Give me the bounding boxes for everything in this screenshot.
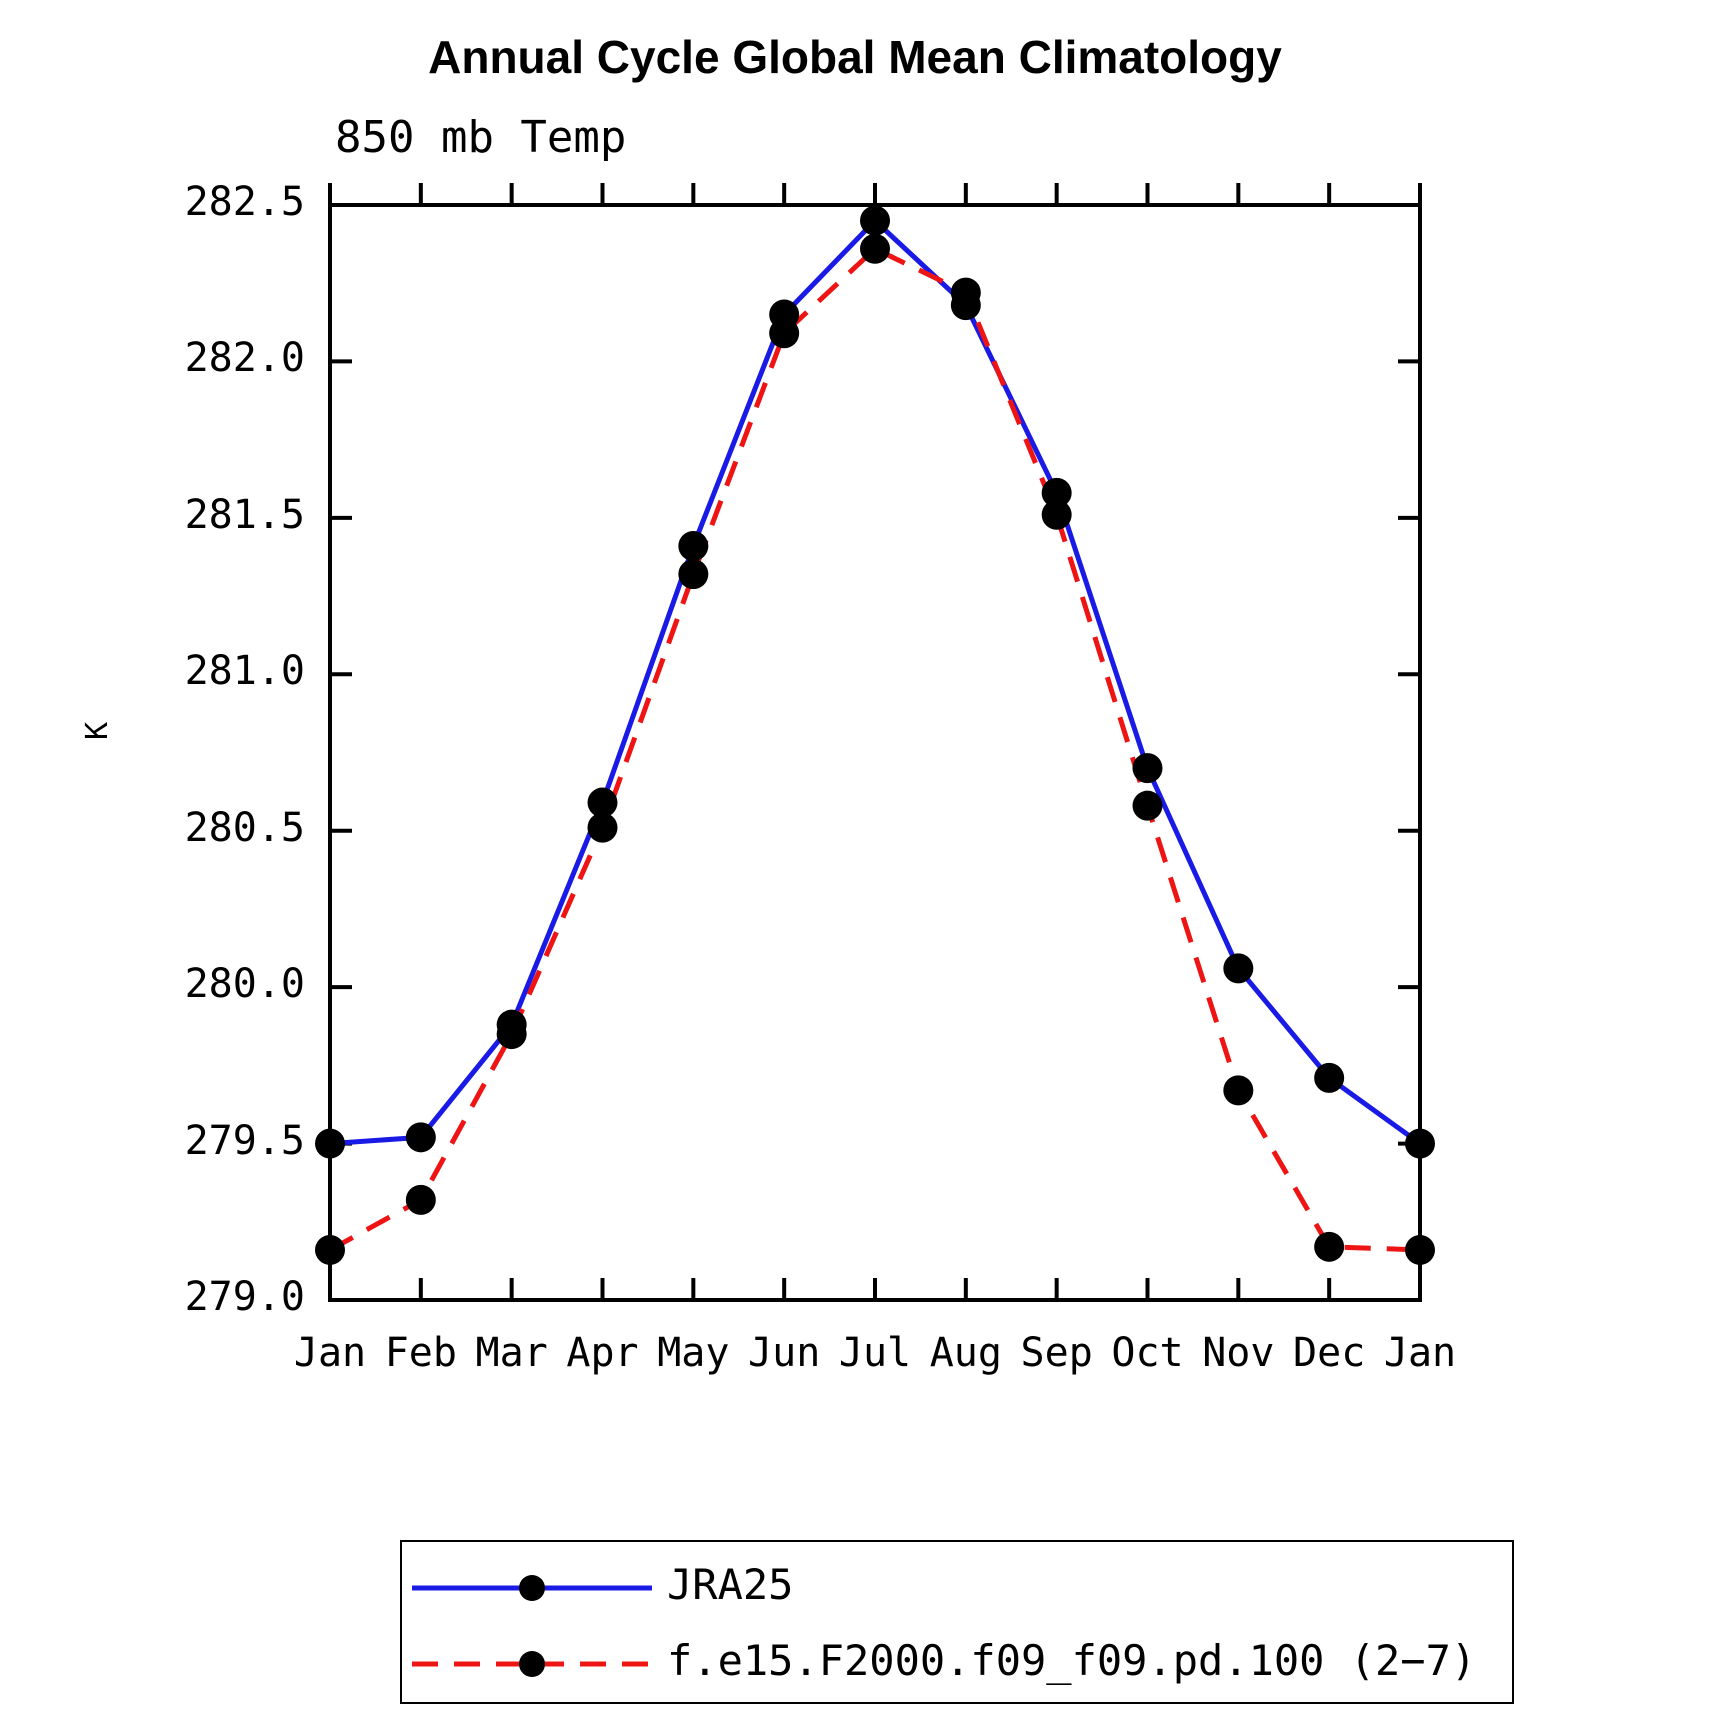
data-point: [769, 318, 799, 348]
x-tick-label: Jul: [838, 1330, 912, 1376]
data-point: [860, 206, 890, 236]
data-point: [1314, 1232, 1344, 1262]
x-tick-label: Jan: [293, 1330, 367, 1376]
y-tick-label: 282.5: [184, 179, 305, 225]
x-tick-label: Feb: [384, 1330, 457, 1376]
data-point: [588, 813, 618, 843]
plot-frame: [330, 205, 1420, 1300]
data-point: [1314, 1063, 1344, 1093]
y-tick-label: 280.5: [184, 804, 305, 851]
data-point: [406, 1122, 436, 1152]
y-tick-label: 279.5: [184, 1117, 305, 1164]
y-axis-label: K: [80, 721, 115, 740]
x-tick-label: Oct: [1111, 1330, 1184, 1376]
x-tick-label: Dec: [1293, 1330, 1366, 1376]
x-tick-label: Jun: [748, 1330, 821, 1376]
y-tick-label: 282.0: [184, 335, 305, 382]
legend-item-1[interactable]: [402, 1622, 1512, 1702]
y-tick-label: 281.5: [184, 491, 305, 538]
chart-title: Annual Cycle Global Mean Climatology: [428, 31, 1282, 83]
data-point: [315, 1235, 345, 1265]
data-point: [1223, 1075, 1253, 1105]
data-point: [315, 1129, 345, 1159]
y-tick-label: 281.0: [184, 648, 305, 695]
legend-label-0: JRA25: [667, 1560, 794, 1609]
x-tick-label: Apr: [566, 1330, 639, 1376]
legend: [400, 1540, 1514, 1704]
x-tick-label: Jan: [1383, 1330, 1457, 1376]
data-point: [1405, 1235, 1435, 1265]
data-point: [406, 1185, 436, 1215]
data-point: [678, 531, 708, 561]
series-layer: [315, 206, 1435, 1265]
x-tick-label: Nov: [1202, 1330, 1275, 1376]
chart-subtitle: 850 mb Temp: [335, 112, 627, 163]
x-tick-label: Sep: [1020, 1330, 1093, 1376]
legend-label-1: f.e15.F2000.f09_f09.pd.100 (2−7): [667, 1636, 1477, 1685]
series-line-0: [330, 221, 1420, 1144]
data-point: [860, 234, 890, 264]
axis-ticks: [330, 183, 1420, 1300]
legend-item-0[interactable]: [402, 1546, 1512, 1626]
x-tick-label: Mar: [475, 1330, 548, 1376]
x-tick-label: May: [657, 1330, 730, 1376]
data-point: [678, 559, 708, 589]
data-point: [1133, 753, 1163, 783]
data-point: [951, 278, 981, 308]
data-point: [1405, 1129, 1435, 1159]
legend-swatch-line-solid: [402, 1546, 662, 1626]
y-tick-label: 280.0: [184, 961, 305, 1008]
legend-swatch-line-dashed: [402, 1622, 662, 1702]
series-line-1: [330, 249, 1420, 1250]
x-tick-label: Aug: [929, 1330, 1002, 1376]
data-point: [1042, 500, 1072, 530]
data-point: [1223, 953, 1253, 983]
data-point: [1133, 791, 1163, 821]
y-tick-label: 279.0: [184, 1274, 305, 1320]
data-point: [497, 1019, 527, 1049]
